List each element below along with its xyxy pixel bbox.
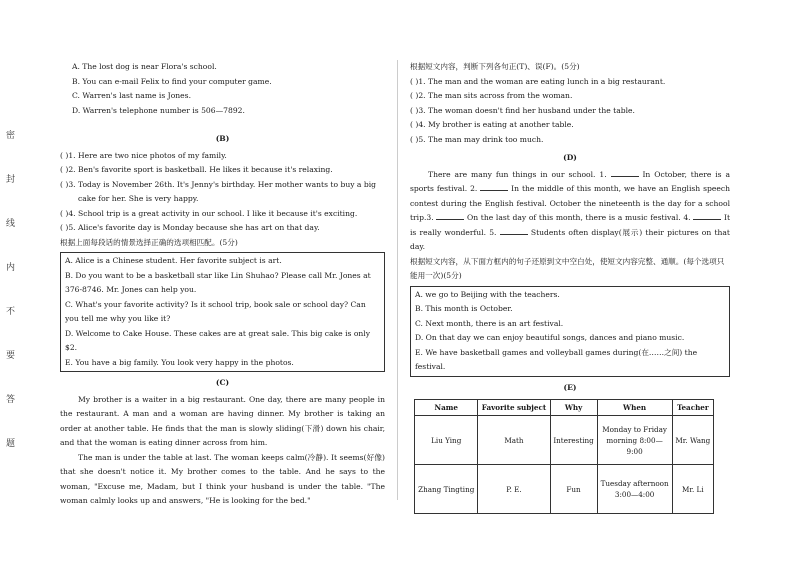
table-header: Favorite subject (478, 400, 550, 416)
options-box-b (60, 252, 385, 372)
instruction: 根据短文内容，从下面方框内的句子还原到文中空白处，使短文内容完整、通顺。(每个选项只能用一次)(5分) (410, 256, 725, 280)
table-header: When (597, 400, 672, 416)
instruction: 根据上面每段话的情景选择正确的选项相匹配。(5分) (60, 237, 238, 247)
box-option: B. This month is October. (415, 304, 513, 313)
table-header-row (415, 400, 714, 416)
answer-blank[interactable] (611, 168, 639, 177)
options-box-d (410, 286, 730, 377)
answer-blank[interactable] (436, 211, 464, 220)
question-line: ( )4. My brother is eating at another table. (410, 120, 574, 129)
reading-paragraph: The man is under the table at last. The woman keeps calm(冷静). It seems(好像) that she doesn't notice it. My brother comes to the table. And he says to the woman, "Excuse me, Madam, but I think your husband is under the table. "The woman calmly looks up and answers, "He is looking for the bed." (60, 452, 385, 505)
margin-char: 封 (6, 175, 16, 185)
question-line: ( )1. The man and the woman are eating lunch in a big restaurant. (410, 76, 666, 86)
box-option: C. What's your favorite activity? Is it school trip, book sale or school day? Can you tell me why you like it? (65, 299, 366, 323)
box-option: B. Do you want to be a basketball star like Lin Shuhao? Please call Mr. Jones at 376-8746. Mr. Jones can help you. (65, 270, 371, 294)
section-d-heading: (D) (563, 153, 577, 162)
option-line: A. The lost dog is near Flora's school. (72, 62, 217, 71)
option-line: D. Warren's telephone number is 506—7892. (72, 105, 245, 115)
box-option: C. Next month, there is an art festival. (415, 318, 564, 328)
margin-char: 密 (6, 131, 16, 141)
answer-blank[interactable] (480, 182, 508, 191)
margin-char: 题 (6, 439, 16, 449)
section-b-heading: (B) (215, 134, 230, 143)
table-cell: Tuesday afternoon 3:00—4:00 (597, 465, 672, 514)
margin-char: 线 (6, 219, 16, 229)
question-line: ( )2. The man sits across from the woman. (410, 91, 573, 100)
table-cell: Math (478, 416, 550, 465)
question-line: ( )1. Here are two nice photos of my family. (60, 150, 227, 160)
cloze-text: Students often display(展示) their pictures on that day. (410, 227, 730, 251)
option-line: B. You can e-mail Felix to find your computer game. (72, 76, 272, 86)
instruction: 根据短文内容，判断下列各句正(T)、误(F)。(5分) (410, 62, 580, 71)
cloze-text: On the last day of this month, there is a music festival. 4. (467, 213, 691, 222)
box-option: E. We have basketball games and volleyball games during(在……之间) the festival. (415, 347, 698, 371)
answer-blank[interactable] (693, 211, 721, 220)
box-option: A. Alice is a Chinese student. Her favorite subject is art. (65, 256, 282, 265)
answer-blank[interactable] (500, 226, 528, 235)
margin-char: 答 (6, 395, 16, 405)
table-cell: Zhang Tingting (415, 465, 478, 514)
table-header: Teacher (672, 400, 713, 416)
margin-char: 不 (6, 307, 16, 317)
table-row (415, 416, 714, 465)
table-cell: Mr. Li (672, 465, 713, 514)
question-line: cake for her. She is very happy. (78, 194, 199, 203)
box-option: D. On that day we can enjoy beautiful songs, dances and piano music. (415, 333, 685, 342)
cloze-text: In the middle of this month, we have an English speech contest during the English festival. October the nineteenth is the day for a school trip.3. (410, 184, 731, 222)
cloze-text: In October, there is a sports festival. 2. (410, 169, 730, 193)
option-line: C. Warren's last name is Jones. (72, 91, 191, 100)
question-line: ( )4. School trip is a great activity in our school. I like it because it's exciting. (60, 208, 358, 218)
reading-paragraph: My brother is a waiter in a big restaurant. One day, there are many people in the restaurant. A man and a woman are having dinner. My brother is taking an order at another table. He finds that the man is slowly sliding(下滑) down his chair, and that the woman is eating dinner across from him. (60, 394, 385, 447)
column-divider (397, 60, 398, 500)
table-cell: Monday to Friday morning 8:00—9:00 (597, 416, 672, 465)
info-table (414, 399, 714, 514)
question-line: ( )3. Today is November 26th. It's Jenny's birthday. Her mother wants to buy a big (60, 179, 377, 189)
box-option: A. we go to Beijing with the teachers. (415, 289, 560, 299)
table-cell: P. E. (478, 465, 550, 514)
question-line: ( )5. Alice's favorite day is Monday because she has art on that day. (60, 223, 320, 232)
cloze-text: It is really wonderful. 5. (410, 213, 731, 237)
table-cell: Interesting (550, 416, 597, 465)
left-column (60, 60, 385, 509)
question-line: ( )5. The man may drink too much. (410, 134, 544, 144)
cloze-paragraph (410, 168, 730, 255)
box-option: D. Welcome to Cake House. These cakes are at great sale. This big cake is only $2. (65, 328, 370, 352)
top-options (60, 60, 385, 118)
section-c-heading: (C) (215, 378, 230, 387)
margin-char: 内 (6, 263, 16, 273)
section-e-heading: (E) (563, 382, 577, 392)
table-header: Why (550, 400, 597, 416)
seal-line-notice (6, 130, 18, 482)
table-row (415, 465, 714, 514)
table-header: Name (415, 400, 478, 416)
question-line: ( )2. Ben's favorite sport is basketball. He likes it because it's relaxing. (60, 165, 333, 174)
table-cell: Mr. Wang (672, 416, 713, 465)
right-column (410, 60, 730, 514)
table-cell: Fun (550, 465, 597, 514)
box-option: E. You have a big family. You look very happy in the photos. (65, 357, 294, 367)
cloze-text: There are many fun things in our school. 1. (428, 169, 607, 179)
table-cell: Liu Ying (415, 416, 478, 465)
margin-char: 要 (6, 351, 16, 361)
question-line: ( )3. The woman doesn't find her husband under the table. (410, 105, 635, 115)
